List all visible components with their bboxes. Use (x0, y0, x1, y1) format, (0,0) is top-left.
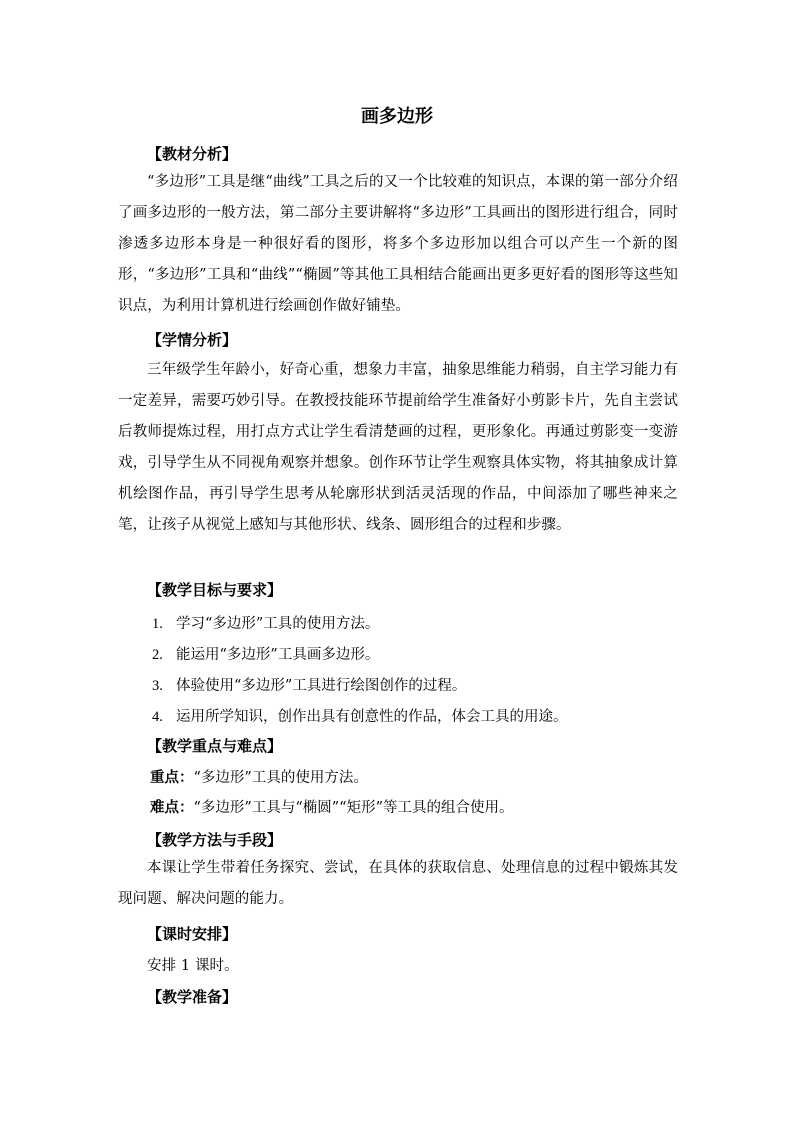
paragraph-teaching-methods: 本课让学生带着任务探究、尝试，在具体的获取信息、处理信息的过程中锻炼其发现问题、解决问题的能力。 (118, 860, 678, 907)
heading-textbook-analysis: 【教材分析】 (147, 145, 238, 163)
heading-student-analysis: 【学情分析】 (147, 331, 238, 349)
heading-class-arrangement: 【课时安排】 (147, 925, 238, 943)
list-item-number: 3. (152, 678, 163, 694)
paragraph-textbook-analysis: “多边形”工具是继“曲线”工具之后的又一个比较难的知识点，本课的第一部分介绍了画多边形的一般方法，第二部分主要讲解将“多边形”工具画出的图形进行组合，同时渗透多边形本身是一种很好看的图形，将多个多边形加以组合可以产生一个新的图形，“多边形”工具和“曲线”“椭圆”等其他工具相结合能画出更多更好看的图形等这些知识点，为利用计算机进行绘画创作做好铺垫。 (118, 174, 678, 314)
heading-teaching-goals: 【教学目标与要求】 (147, 581, 283, 599)
list-item-text: 学习“多边形”工具的使用方法。 (176, 616, 380, 632)
list-item (152, 702, 568, 733)
heading-teaching-preparation: 【教学准备】 (147, 988, 238, 1006)
heading-teaching-methods: 【教学方法与手段】 (147, 831, 283, 849)
list-item-text: 运用所学知识，创作出具有创意性的作品，体会工具的用途。 (176, 709, 568, 725)
list-item-number: 1. (152, 616, 163, 632)
paragraph-class-arrangement: 安排 1 课时。 (147, 958, 239, 974)
list-item (152, 609, 568, 640)
key-point-label: 重点： (150, 770, 194, 786)
key-point-text: “多边形”工具的使用方法。 (193, 770, 368, 786)
list-item-number: 4. (152, 709, 163, 725)
paragraph-student-analysis: 三年级学生年龄小，好奇心重，想象力丰富，抽象思维能力稍弱，自主学习能力有一定差异，需要巧妙引导。在教授技能环节提前给学生准备好小剪影卡片，先自主尝试后教师提炼过程，用打点方式让学生看清楚画的过程，更形象化。再通过剪影变一变游戏，引导学生从不同视角观察并想象。创作环节让学生观察具体实物，将其抽象成计算机绘图作品，再引导学生思考从轮廓形状到活灵活现的作品，中间添加了哪些神来之笔，让孩子从视觉上感知与其他形状、线条、圆形组合的过程和步骤。 (118, 362, 678, 533)
key-point-line (150, 767, 368, 789)
document-title: 画多边形 (361, 106, 433, 127)
list-item (152, 640, 568, 671)
list-item (152, 671, 568, 702)
difficult-point-line (150, 797, 513, 819)
list-item-text: 能运用“多边形”工具画多边形。 (176, 647, 380, 663)
heading-key-difficult-points: 【教学重点与难点】 (147, 737, 283, 755)
difficult-point-text: “多边形”工具与“椭圆”“矩形”等工具的组合使用。 (193, 800, 514, 816)
difficult-point-label: 难点： (150, 800, 194, 816)
teaching-goals-list (152, 609, 568, 733)
list-item-text: 体验使用“多边形”工具进行绘图创作的过程。 (176, 678, 467, 694)
list-item-number: 2. (152, 647, 163, 663)
